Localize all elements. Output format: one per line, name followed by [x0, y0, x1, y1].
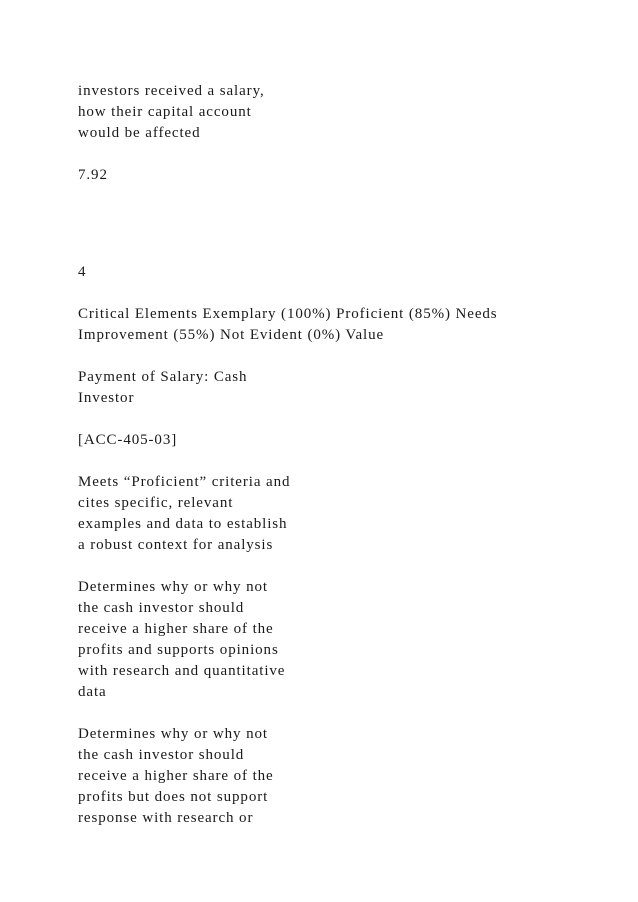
text-line: examples and data to establish [78, 516, 288, 532]
text-line: 7.92 [78, 167, 108, 183]
text-line: Determines why or why not [78, 726, 268, 742]
table-header-line: Critical Elements Exemplary (100%) Proficient (85%) Needs [78, 306, 498, 322]
table-header-line: Improvement (55%) Not Evident (0%) Value [78, 327, 385, 343]
text-line: receive a higher share of the [78, 768, 274, 784]
text-line: cites specific, relevant [78, 495, 234, 511]
text-line: Determines why or why not [78, 579, 268, 595]
text-line: the cash investor should [78, 747, 245, 763]
text-line: [ACC-405-03] [78, 432, 178, 448]
text-line: Meets “Proficient” criteria and [78, 474, 291, 490]
text-line: with research and quantitative [78, 663, 286, 679]
text-line: investors received a salary, [78, 83, 265, 99]
text-line: how their capital account [78, 104, 252, 120]
text-line: profits and supports opinions [78, 642, 279, 658]
text-line: a robust context for analysis [78, 537, 274, 553]
page-number: 4 [78, 264, 87, 280]
text-line: response with research or [78, 810, 254, 826]
text-line: receive a higher share of the [78, 621, 274, 637]
text-line: Investor [78, 390, 135, 406]
text-line: Payment of Salary: Cash [78, 369, 248, 385]
text-line: profits but does not support [78, 789, 269, 805]
text-line: would be affected [78, 125, 201, 141]
text-line: the cash investor should [78, 600, 245, 616]
text-line: data [78, 684, 107, 700]
